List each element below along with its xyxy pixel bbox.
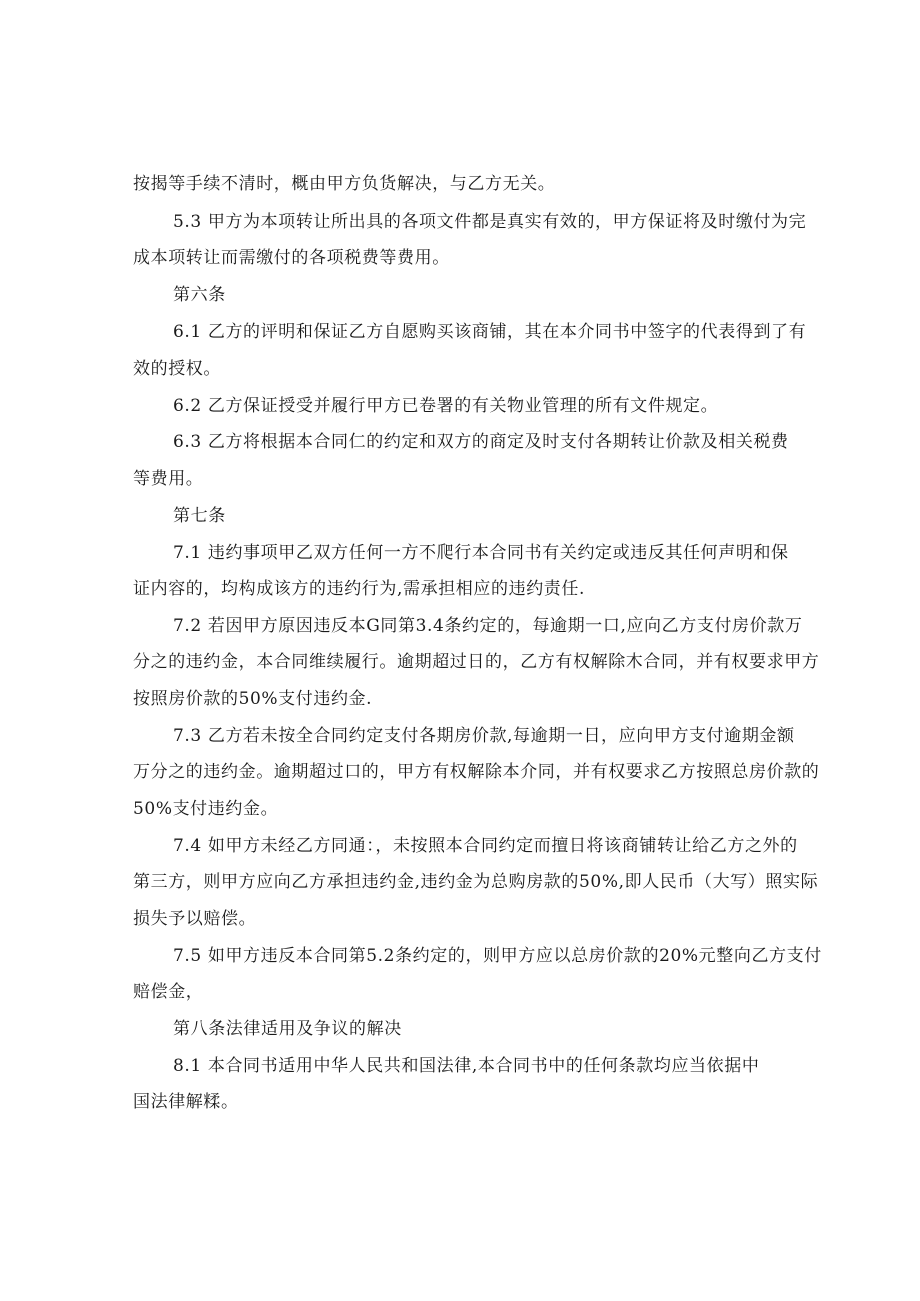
- text-line: 6.3 乙方将根据本合同仁的约定和双方的商定及时支付各期转让价款及相关税费: [173, 432, 789, 452]
- text-line: 7.5 如甲方违反本合同第5.2条约定的，则甲方应以总房价款的20%元整向乙方支付: [173, 946, 822, 966]
- section-heading: 第七条: [173, 506, 226, 526]
- text-line: 7.2 若因甲方原因违反本G同第3.4条约定的，每逾期一口,应向乙方支付房价款万: [173, 616, 803, 636]
- text-line: 第三方，则甲方应向乙方承担违约金,违约金为总购房款的50%,即人民币（大写）照实际: [133, 872, 819, 892]
- text-line: 成本项转让而需缴付的各项税费等费用。: [133, 248, 450, 268]
- text-line: 6.1 乙方的评明和保证乙方自愿购买该商铺，其在本介同书中签字的代表得到了有: [173, 322, 807, 342]
- section-heading: 第八条法律适用及争议的解决: [173, 1019, 402, 1039]
- text-line: 按照房价款的50%支付违约金.: [133, 689, 373, 709]
- section-heading: 第六条: [173, 285, 226, 305]
- text-line: 等费用。: [133, 469, 204, 489]
- text-line: 7.1 违约事项甲乙双方任何一方不爬行本合同书有关约定或违反其任何声明和保: [173, 543, 789, 563]
- text-line: 证内容的，均构成该方的违约行为,需承担相应的违约责任.: [133, 579, 586, 599]
- text-line: 国法律解糅。: [133, 1092, 239, 1112]
- text-line: 损失予以赔偿。: [133, 909, 257, 929]
- text-line: 7.4 如甲方未经乙方同通：，未按照本合同约定而擅日将该商铺转让给乙方之外的: [173, 836, 798, 856]
- text-line: 分之的违约金，本合同维续履行。逾期超过日的，乙方有权解除木合同，并有权要求甲方: [133, 652, 820, 672]
- text-line: 50%支付违约金。: [133, 799, 279, 819]
- text-line: 赔偿金，: [133, 982, 204, 1002]
- text-line: 8.1 本合同书适用中华人民共和国法律,本合同书中的任何条款均应当依据中: [173, 1056, 760, 1076]
- text-line: 万分之的违约金。逾期超过口的，甲方有权解除本介同，并有权要求乙方按照总房价款的: [133, 762, 820, 782]
- text-line: 效的授权。: [133, 359, 221, 379]
- text-line: 5.3 甲方为本项转让所出具的各项文件都是真实有效的，甲方保证将及时缴付为完: [173, 212, 807, 232]
- text-line: 6.2 乙方保证授受并履行甲方已卷署的有关物业管理的所有文件规定。: [173, 396, 719, 416]
- text-line: 按揭等手续不清时，概由甲方负货解决，与乙方无关。: [133, 174, 556, 194]
- text-line: 7.3 乙方若未按全合同约定支付各期房价款,每逾期一日，应向甲方支付逾期金额: [173, 726, 795, 746]
